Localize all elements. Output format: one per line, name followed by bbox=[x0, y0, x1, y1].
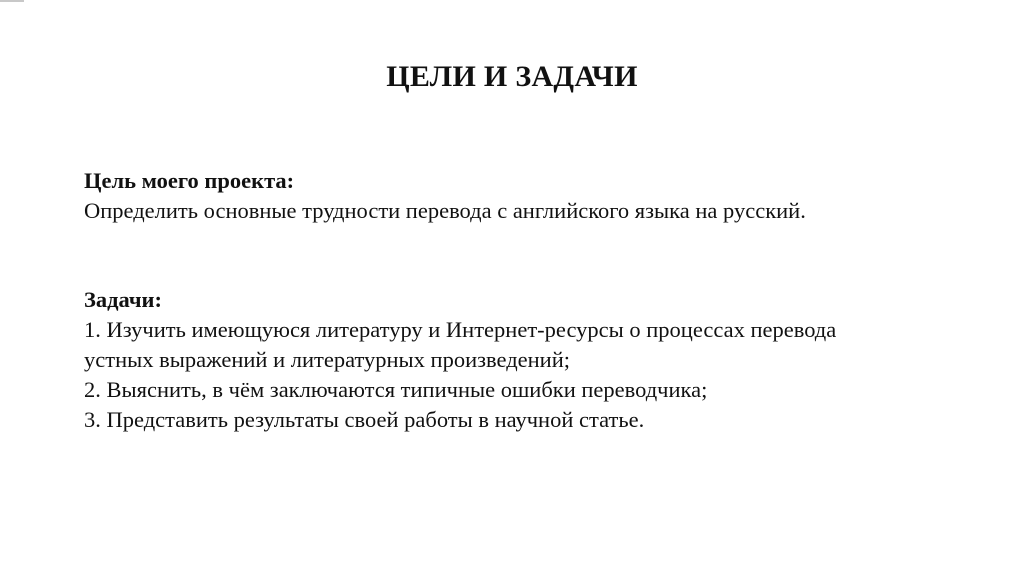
corner-mark bbox=[0, 0, 24, 2]
slide-title: ЦЕЛИ И ЗАДАЧИ bbox=[386, 60, 638, 93]
task-line-2: 2. Выяснить, в чём заключаются типичные ошибки переводчика; bbox=[84, 377, 708, 402]
goal-heading: Цель моего проекта: bbox=[84, 168, 295, 193]
slide-body bbox=[84, 166, 964, 435]
goal-text: Определить основные трудности перевода с английского языка на русский. bbox=[84, 198, 806, 223]
task-line-1: 1. Изучить имеющуюся литературу и Интернет-ресурсы о процессах перевода bbox=[84, 317, 837, 342]
task-line-1-continued: устных выражений и литературных произведений; bbox=[84, 347, 571, 372]
tasks-heading: Задачи: bbox=[84, 287, 163, 312]
spacer bbox=[84, 226, 964, 285]
task-line-3: 3. Представить результаты своей работы в научной статье. bbox=[84, 407, 645, 432]
